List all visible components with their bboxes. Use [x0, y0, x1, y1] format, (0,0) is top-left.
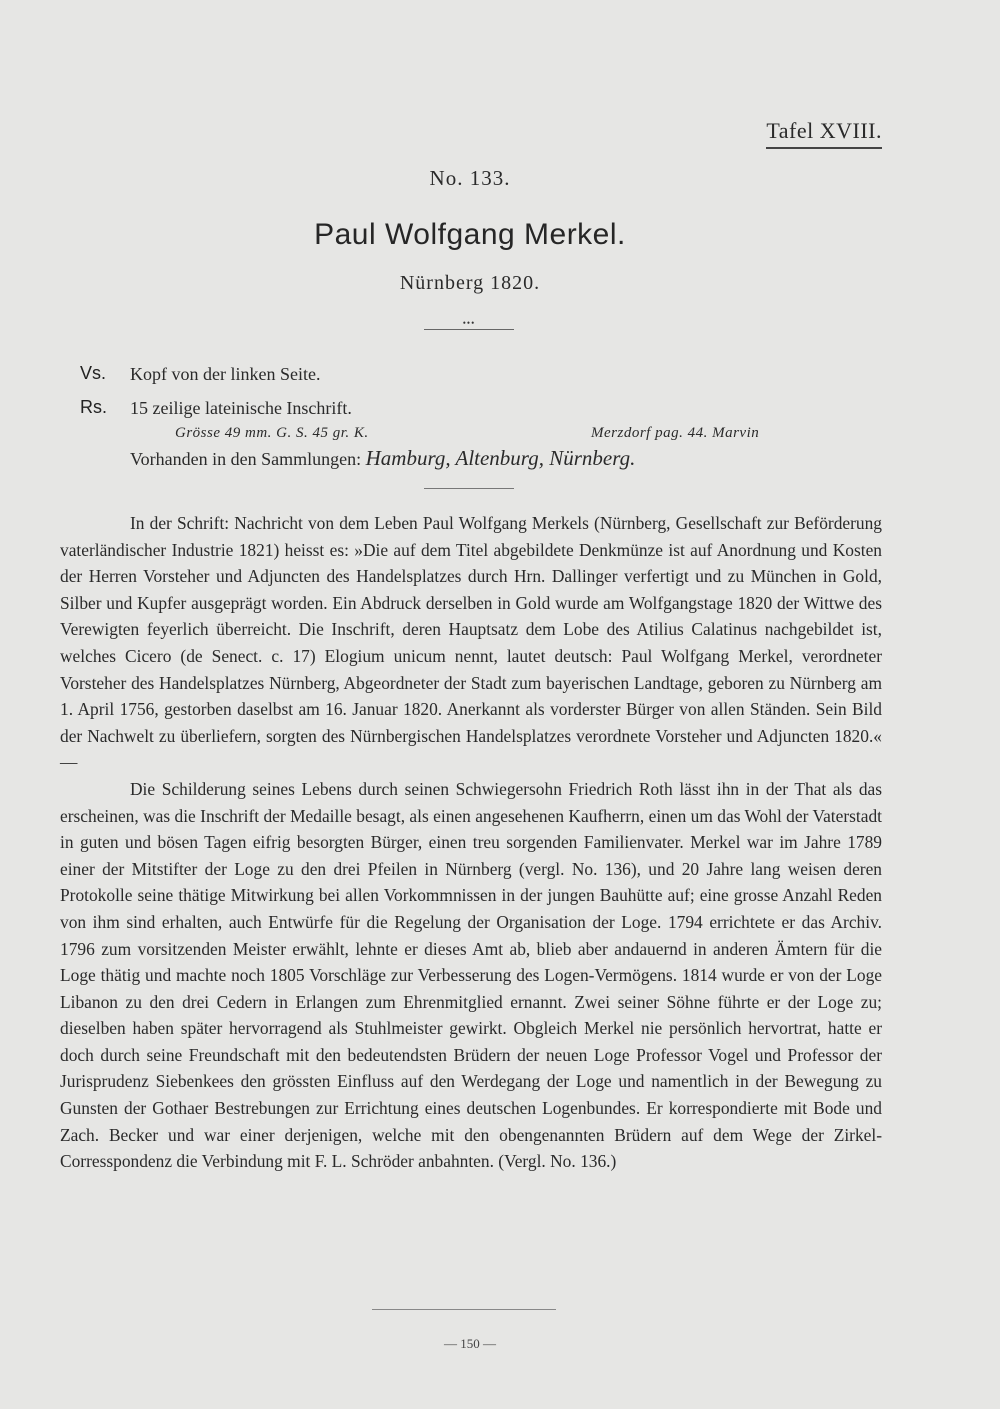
page-title: Paul Wolfgang Merkel.: [314, 218, 626, 251]
medal-size-weight: Grösse 49 mm. G. S. 45 gr. K.: [175, 425, 369, 441]
collections-places: Hamburg, Altenburg, Nürnberg.: [365, 446, 636, 470]
collections-line: [130, 446, 635, 471]
page-number: — 150 —: [444, 1336, 496, 1351]
body-text: [60, 510, 882, 1175]
entry-number: No. 133.: [429, 166, 511, 190]
ornament-dots: •••: [462, 318, 476, 328]
section-divider: [424, 488, 514, 489]
literature-reference: Merzdorf pag. 44. Marvin: [591, 425, 760, 441]
paragraph: Die Schilderung seines Lebens durch seinen Schwiegersohn Friedrich Roth lässt ihn in der That als das erscheinen, was die Inschrift der Medaille besagt, als einen angesehenen Kaufherrn, einen um das Wohl der Vaterstadt in guten und bösen Tagen eifrig besorgten Bürger, einen treu sorgenden Familienvater. Merkel war im Jahre 1789 einer der Mitstifter der Loge zu den drei Pfeilen in Nürnberg (vergl. No. 136), und 20 Jahre lang weisen deren Protokolle seine thätige Mitwirkung bei allen Vorkommnissen in der jungen Bauhütte auf; eine grosse Anzahl Reden von ihm sind erhalten, auch Entwürfe für die Regelung der Organisation der Loge. 1794 errichtete er das Archiv. 1796 zum vorsitzenden Meister erwählt, lehnte er dieses Amt ab, blieb aber andauernd in anderen Ämtern für die Loge thätig und machte noch 1805 Vorschläge zur Verbesserung des Logen-Vermögens. 1814 wurde er von der Loge Libanon zu den drei Cedern in Erlangen zum Ehrenmitglied ernannt. Zwei seiner Söhne führte er der Loge zu; dieselben haben später hervorragend als Stuhlmeister gewirkt. Obgleich Merkel nie persönlich hervortrat, hatte er doch durch seine Freundschaft mit den bedeutendsten Brüdern der neuen Loge Professor Vogel und Professor der Jurisprudenz Siebenkees den grössten Einfluss auf den Werdegang der Loge und namentlich in der Bewegung zu Gunsten der Gothaer Bestrebungen zur Errichtung eines deutschen Logenbundes. Er korrespondierte mit Bode und Zach. Becker und war einer derjenigen, welche mit den obengenannten Brüdern auf dem Wege der Zirkel-Corresspondenz die Verbindung mit F. L. Schröder anbahnten. (Vergl. No. 136.): [60, 778, 882, 1172]
ornament-divider: [424, 318, 514, 333]
reverse-description: 15 zeilige lateinische Inschrift.: [130, 398, 352, 418]
paragraph: In der Schrift: Nachricht von dem Leben Paul Wolfgang Merkels (Nürnberg, Gesellschaft zur Beförderung vaterländischer Industrie 1821) heisst es: »Die auf dem Titel abgebildete Denkmünze ist auf Anordnung und Kosten der Herren Vorsteher und Adjuncten des Handelsplatzes durch Hrn. Dallinger verfertigt und zu München in Gold, Silber und Kupfer ausgeprägt worden. Ein Abdruck derselben in Gold wurde am Wolfgangstage 1820 der Wittwe des Verewigten feyerlich überreicht. Die Inschrift, deren Hauptsatz dem Lobe des Atilius Calatinus nachgebildet ist, welches Cicero (de Senect. c. 17) Elogium unicum nennt, lautet deutsch: Paul Wolfgang Merkel, verordneter Vorsteher des Handelsplatzes Nürnberg, Abgeordneter der Stadt zum bayerischen Landtage, geboren zu Nürnberg am 1. April 1756, gestorben daselbst am 16. Januar 1820. Anerkannt als vorderster Bürger von allen Ständen. Sein Bild der Nachwelt zu überliefern, sorgten des Nürnbergischen Handelsplatzes verordnete Vorsteher und Adjuncten 1820.« —: [60, 513, 882, 773]
obverse-description: Kopf von der linken Seite.: [130, 364, 321, 384]
obverse-label: Vs.: [80, 363, 107, 383]
plate-number: Tafel XVIII.: [766, 118, 882, 149]
footer-rule: [372, 1309, 556, 1310]
reverse-label: Rs.: [80, 397, 107, 417]
place-date: Nürnberg 1820.: [399, 272, 541, 294]
collections-label: Vorhanden in den Sammlungen:: [130, 449, 362, 469]
